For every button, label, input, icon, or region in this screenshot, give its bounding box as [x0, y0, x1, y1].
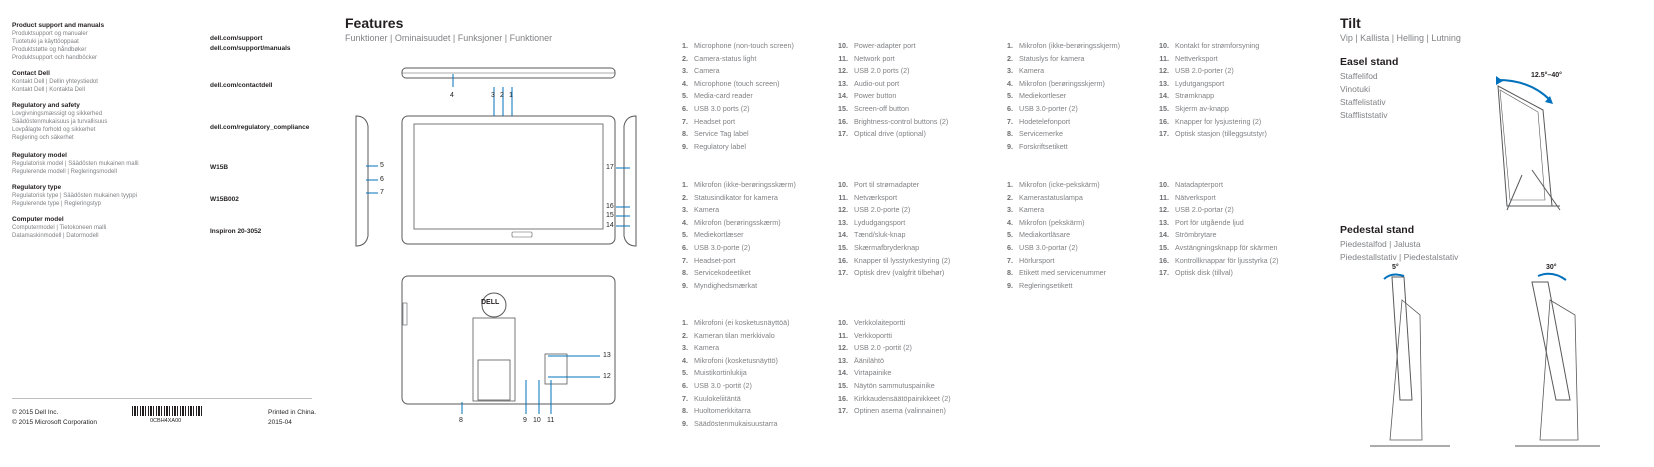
list-item: 2. Kameran tilan merkkivalo — [682, 330, 775, 340]
list-item: 3. Kamera — [1007, 66, 1045, 76]
list-item: 9. Myndighedsmærkat — [682, 280, 758, 290]
list-item: 2. Kamerastatuslampa — [1007, 192, 1083, 202]
section-line: Säädöstenmukaisuus ja turvallisuus — [12, 119, 108, 125]
list-item: 5. Media-card reader — [682, 91, 753, 101]
callout-5: 5 — [380, 162, 384, 169]
list-item: 1. Microphone (non-touch screen) — [682, 41, 794, 50]
list-item: 6. USB 3.0 ports (2) — [682, 103, 750, 113]
feature-list-da-b — [836, 180, 950, 281]
list-item: 2. Statusindikator for kamera — [682, 192, 778, 202]
list-item: 17. Optinen asema (valinnainen) — [838, 406, 946, 416]
list-item: 14. Virtapainike — [838, 368, 892, 378]
list-item: 8. Servicekodeetiket — [682, 268, 751, 278]
feature-list-sv-b — [1157, 180, 1278, 281]
regulatory-url: dell.com/regulatory_compliance — [210, 124, 310, 131]
list-item: 3. Kamera — [1007, 205, 1045, 215]
feature-list-no-a — [1001, 41, 1120, 154]
section-line: Produktstøtte og håndbøker — [12, 47, 87, 53]
barcode — [132, 406, 204, 416]
section-line: Kontakt Dell | Kontakta Dell — [12, 87, 85, 93]
list-item: 10. Kontakt for strømforsyning — [1159, 41, 1260, 50]
callout-15: 15 — [606, 212, 614, 219]
list-item: 6. USB 3.0-portar (2) — [1007, 242, 1078, 252]
list-item: 9. Regleringsetikett — [1007, 280, 1073, 290]
section-title: Regulatory model — [12, 152, 67, 159]
list-item: 1. Mikrofoni (ei kosketusnäyttöä) — [682, 318, 790, 327]
dell-logo: DELL — [481, 299, 500, 306]
list-item: 16. Knapper til lysstyrkestyring (2) — [838, 255, 951, 265]
section-line: Reglering och säkerhet — [12, 135, 74, 141]
list-item: 1. Mikrofon (icke-pekskärm) — [1007, 180, 1100, 189]
list-item: 13. Lydudgangsport — [838, 217, 906, 227]
easel-title: Easel stand — [1340, 56, 1399, 68]
manuals-url: dell.com/support/manuals — [210, 45, 291, 52]
features-title: Features — [345, 15, 404, 31]
list-item: 6. USB 3.0 -portit (2) — [682, 380, 752, 390]
section-line: Lovgivningsmæssigt og sikkerhed — [12, 111, 103, 117]
easel-line: Vinotuki — [1340, 84, 1371, 94]
feature-list-no-b — [1157, 41, 1267, 142]
callout-8: 8 — [459, 417, 463, 424]
list-item: 4. Mikrofon (pekskärm) — [1007, 217, 1085, 227]
list-item: 16. Knapper for lysjustering (2) — [1159, 116, 1262, 126]
feature-list-en-a — [676, 41, 794, 154]
section-title: Regulatory and safety — [12, 102, 80, 109]
callout-14: 14 — [606, 222, 614, 229]
list-item: 13. Port för utgående ljud — [1159, 217, 1244, 227]
list-item: 2. Camera-status light — [682, 53, 757, 63]
list-item: 12. USB 2.0-porte (2) — [838, 205, 911, 215]
section-line: Produktsupport og manualer — [12, 31, 88, 37]
feature-list-fi-a — [676, 318, 789, 431]
callout-2: 2 — [500, 92, 504, 99]
list-item: 6. USB 3.0-porte (2) — [682, 242, 751, 252]
list-item: 12. USB 2.0 -portit (2) — [838, 343, 912, 353]
feature-list-en-b — [836, 41, 948, 142]
section-title: Computer model — [12, 216, 64, 223]
list-item: 3. Kamera — [682, 343, 720, 353]
list-item: 4. Mikrofoni (kosketusnäyttö) — [682, 355, 778, 365]
list-item: 12. USB 2.0 ports (2) — [838, 66, 910, 76]
list-item: 15. Skjerm av-knapp — [1159, 103, 1229, 113]
list-item: 14. Strömbrytare — [1159, 230, 1217, 240]
list-item: 10. Verkkolaiteportti — [838, 318, 906, 327]
list-item: 16. Kirkkaudensäätöpainikkeet (2) — [838, 393, 951, 403]
list-item: 11. Nettverksport — [1159, 53, 1218, 63]
support-url: dell.com/support — [210, 35, 263, 42]
list-item: 3. Kamera — [682, 205, 720, 215]
callout-17: 17 — [606, 164, 614, 171]
callout-11: 11 — [547, 417, 555, 424]
callout-3: 3 — [491, 92, 495, 99]
list-item: 14. Tænd/sluk-knap — [838, 230, 906, 240]
list-item: 13. Lydutgangsport — [1159, 78, 1225, 88]
list-item: 15. Näytön sammutuspainike — [838, 380, 935, 390]
regulatory-model-value: W15B — [210, 164, 229, 171]
list-item: 17. Optical drive (optional) — [838, 129, 926, 139]
list-item: 15. Avstängningsknapp för skärmen — [1159, 242, 1278, 252]
section-line: Regulatorisk model | Säädösten mukainen malli — [12, 161, 139, 167]
list-item: 15. Skærmafbryderknap — [838, 242, 920, 252]
list-item: 4. Mikrofon (berøringsskjerm) — [1007, 78, 1105, 88]
computer-model-value: Inspiron 20-3052 — [210, 228, 262, 235]
list-item: 11. Netværksport — [838, 192, 898, 202]
section-line: Produktsupport och handböcker — [12, 55, 98, 61]
easel-line: Staffelifod — [1340, 71, 1378, 81]
section-line: Tuotetuki ja käyttöoppaat — [12, 39, 79, 45]
list-item: 5. Mediekortlæser — [682, 230, 744, 240]
section-line: Datamaskinmodell | Datormodell — [12, 233, 99, 239]
list-item: 16. Kontrollknappar för ljusstyrka (2) — [1159, 255, 1279, 265]
list-item: 10. Port til strømadapter — [838, 180, 920, 189]
list-item: 4. Microphone (touch screen) — [682, 78, 780, 88]
callout-13: 13 — [603, 352, 611, 359]
print-date: 2015-04 — [268, 419, 292, 426]
pedestal-line: Piedestalfod | Jalusta — [1340, 239, 1421, 249]
list-item: 5. Muistikortinlukija — [682, 368, 747, 378]
pedestal-line: Piedestallstativ | Piedestalstativ — [1340, 252, 1459, 262]
pedestal-angle-a: 5° — [1392, 264, 1399, 271]
tilt-title: Tilt — [1340, 15, 1361, 31]
easel-line: Staffliststativ — [1340, 110, 1388, 120]
list-item: 9. Säädöstenmukaisuustarra — [682, 418, 778, 428]
callout-6: 6 — [380, 176, 384, 183]
list-item: 11. Nätverksport — [1159, 192, 1216, 202]
pedestal-angle-b: 30° — [1546, 264, 1557, 271]
list-item: 7. Kuulokeliitäntä — [682, 393, 741, 403]
list-item: 16. Brightness-control buttons (2) — [838, 116, 949, 126]
list-item: 12. USB 2.0-portar (2) — [1159, 205, 1234, 215]
list-item: 4. Mikrofon (berøringsskærm) — [682, 217, 781, 227]
printed-in: Printed in China. — [268, 409, 317, 416]
callout-12: 12 — [603, 373, 611, 380]
list-item: 14. Power button — [838, 91, 897, 101]
list-item: 7. Hodetelefonport — [1007, 116, 1071, 126]
list-item: 8. Service Tag label — [682, 129, 749, 139]
list-item: 7. Headset port — [682, 116, 736, 126]
list-item: 12. USB 2.0-porter (2) — [1159, 66, 1234, 76]
section-title: Contact Dell — [12, 70, 50, 77]
list-item: 1. Mikrofon (ikke-berøringsskærm) — [682, 180, 796, 189]
section-line: Regulerende modell | Regleringsmodell — [12, 169, 117, 175]
list-item: 11. Network port — [838, 53, 895, 63]
easel-angle: 12.5°–40° — [1531, 72, 1562, 79]
list-item: 9. Regulatory label — [682, 141, 746, 151]
section-line: Lovpålagte forhold og sikkerhet — [12, 127, 96, 133]
callout-1: 1 — [509, 92, 513, 99]
list-item: 6. USB 3.0-porter (2) — [1007, 103, 1078, 113]
section-line: Computermodel | Tietokoneen malli — [12, 225, 107, 231]
list-item: 11. Verkkoportti — [838, 330, 892, 340]
feature-list-fi-b — [836, 318, 951, 419]
feature-list-da-a — [676, 180, 796, 293]
list-item: 10. Power-adapter port — [838, 41, 916, 50]
list-item: 3. Camera — [682, 66, 720, 76]
copyright-microsoft: © 2015 Microsoft Corporation — [12, 419, 97, 426]
copyright-dell: © 2015 Dell Inc. — [12, 409, 59, 416]
list-item: 8. Servicemerke — [1007, 129, 1063, 139]
list-item: 17. Optisk stasjon (tilleggsutstyr) — [1159, 129, 1267, 139]
barcode-text: 0CBH4XA00 — [150, 418, 182, 424]
section-line: Regulatorisk type | Säädösten mukainen tyyppi — [12, 193, 137, 199]
regulatory-type-value: W15B002 — [210, 196, 239, 203]
list-item: 2. Statuslys for kamera — [1007, 53, 1085, 63]
list-item: 17. Optisk drev (valgfrit tilbehør) — [838, 268, 945, 278]
section-title: Regulatory type — [12, 184, 62, 191]
easel-line: Staffelistativ — [1340, 97, 1386, 107]
list-item: 9. Forskriftsetikett — [1007, 141, 1068, 151]
list-item: 13. Audio-out port — [838, 78, 900, 88]
list-item: 10. Natadapterport — [1159, 180, 1223, 189]
callout-9: 9 — [523, 417, 527, 424]
callout-10: 10 — [533, 417, 541, 424]
callout-7: 7 — [380, 189, 384, 196]
list-item: 1. Mikrofon (ikke-berøringsskjerm) — [1007, 41, 1121, 50]
tilt-subtitle: Vip | Kallista | Helling | Lutning — [1340, 33, 1461, 43]
footer-divider — [12, 398, 312, 399]
list-item: 5. Mediekortleser — [1007, 91, 1067, 101]
section-line: Kontakt Dell | Dellin yhteystiedot — [12, 79, 98, 85]
list-item: 7. Hörlursport — [1007, 255, 1055, 265]
list-item: 8. Huoltomerkkitarra — [682, 406, 751, 416]
pedestal-title: Pedestal stand — [1340, 224, 1415, 236]
list-item: 7. Headset-port — [682, 255, 736, 265]
section-title: Product support and manuals — [12, 22, 105, 29]
callout-16: 16 — [606, 203, 614, 210]
list-item: 14. Strømknapp — [1159, 91, 1215, 101]
feature-list-sv-a — [1001, 180, 1106, 293]
contact-url: dell.com/contactdell — [210, 82, 273, 89]
list-item: 5. Mediakortläsare — [1007, 230, 1071, 240]
list-item: 8. Etikett med servicenummer — [1007, 268, 1107, 278]
section-line: Regulerende type | Regleringstyp — [12, 201, 101, 207]
list-item: 13. Äänilähtö — [838, 355, 884, 365]
callout-4: 4 — [450, 92, 454, 99]
features-subtitle: Funktioner | Ominaisuudet | Funksjoner | Funktioner — [345, 33, 553, 43]
list-item: 17. Optisk disk (tillval) — [1159, 268, 1233, 278]
list-item: 15. Screen-off button — [838, 103, 910, 113]
